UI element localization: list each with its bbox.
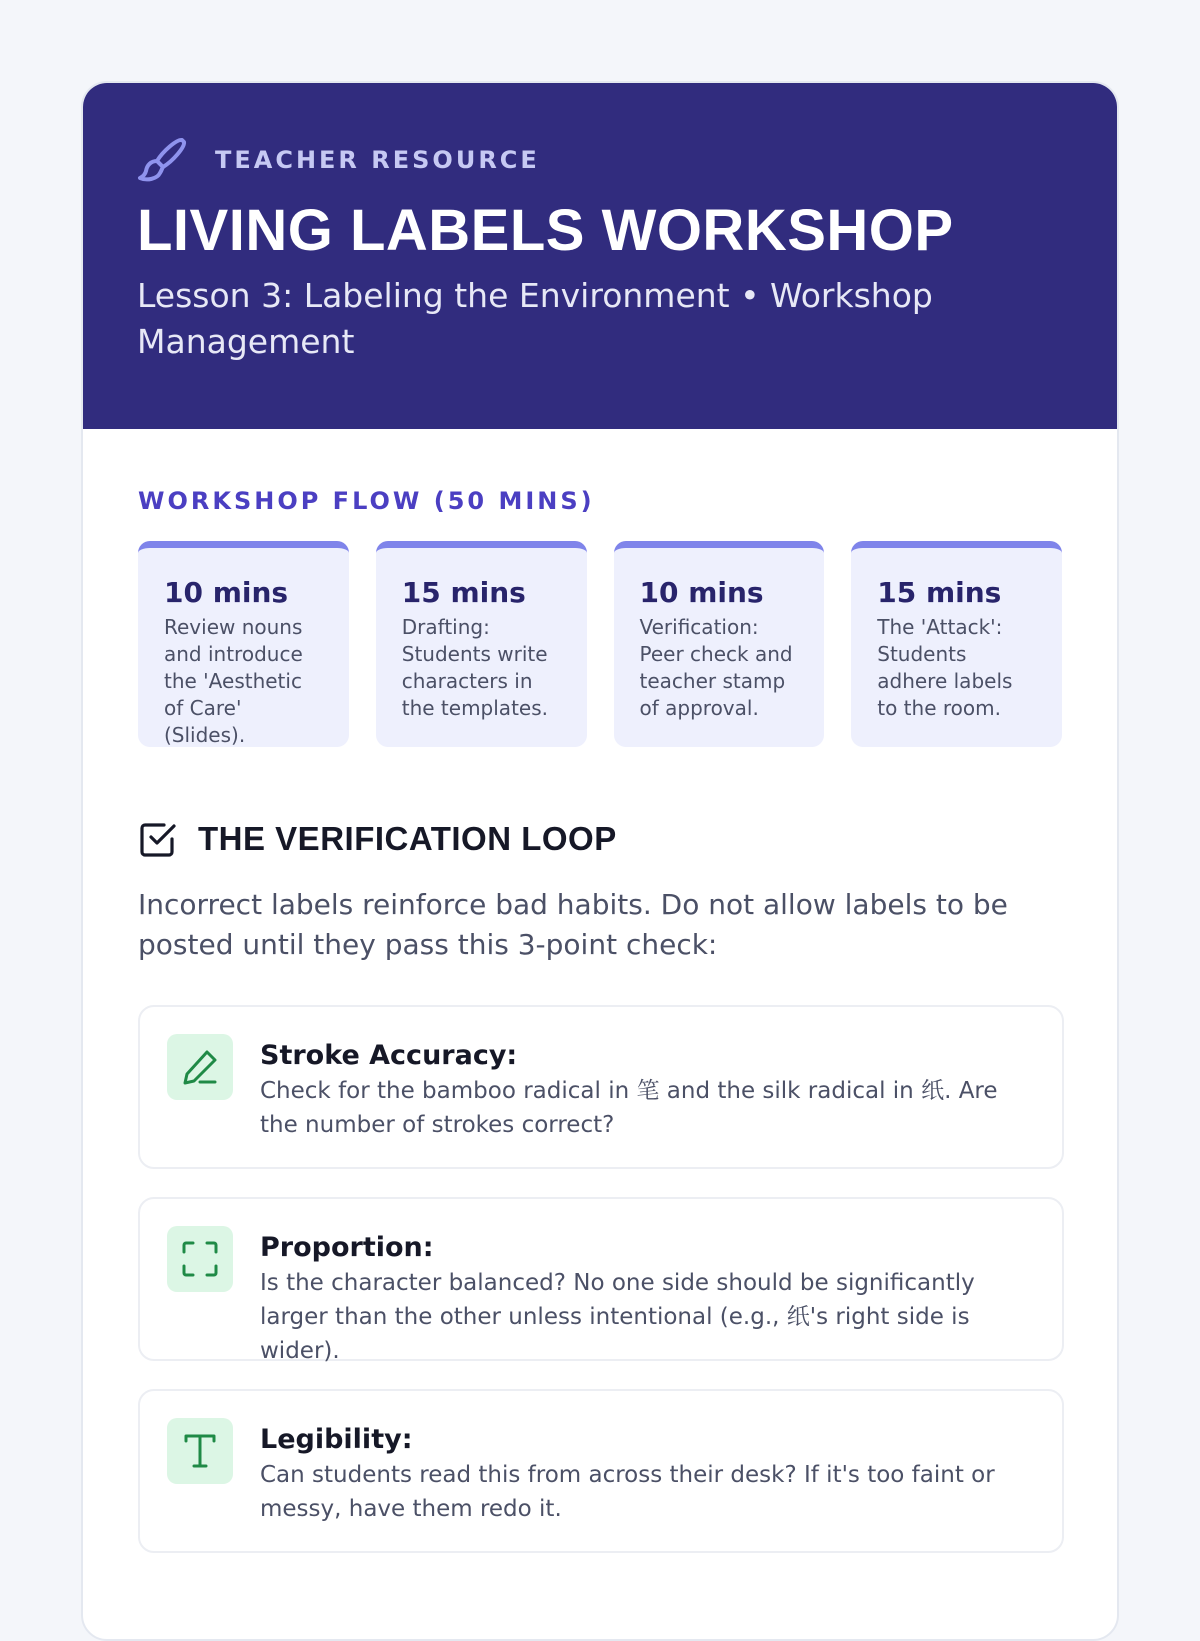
verification-heading [138,819,1062,859]
check-text [260,1226,1036,1364]
check-description: Can students read this from across their desk? If it's too faint or messy, have them redo it. [260,1462,995,1522]
paintbrush-icon [137,135,189,185]
check-description: Check for the bamboo radical in 笔 and the silk radical in 纸. Are the number of strokes correct? [260,1078,998,1138]
content [83,429,1117,1553]
checkbox-icon [138,819,178,859]
flow-step-time: 15 mins [877,576,1002,609]
page-subtitle: Lesson 3: Labeling the Environment • Workshop Management [137,276,933,361]
check-item [138,1197,1064,1364]
flow-step-description: Review nouns and introduce the 'Aesthetic of Care' (Slides). [164,615,303,747]
flow-step-description: Drafting: Students write characters in the templates. [401,615,548,720]
flow-step-time: 10 mins [164,576,289,609]
flow-step [376,541,587,747]
flow-step-time: 15 mins [401,576,526,609]
flow-step [614,541,825,747]
flow-step-description: The 'Attack': Students adhere labels to the room. [877,615,1013,720]
eyebrow-label: TEACHER RESOURCE [215,146,540,174]
check-title: Proportion: [260,1232,434,1263]
check-item [138,1005,1064,1169]
verification-intro: Incorrect labels reinforce bad habits. Do not allow labels to be posted until they pass this 3-point check: [138,888,1008,961]
check-item [138,1389,1064,1553]
header [83,83,1117,429]
workshop-flow [138,541,1062,747]
eyebrow [137,135,1063,185]
section-title: THE VERIFICATION LOOP [198,820,617,857]
flow-step [851,541,1062,747]
resource-card [81,81,1119,1641]
flow-step-description: Verification: Peer check and teacher stamp of approval. [639,615,793,720]
check-list [138,1005,1062,1553]
workshop-flow-heading: WORKSHOP FLOW (50 MINS) [138,487,595,515]
page-title: LIVING LABELS WORKSHOP [137,198,954,263]
flow-step-time: 10 mins [639,576,764,609]
check-text [260,1034,1036,1167]
check-title: Legibility: [260,1424,413,1455]
flow-step [138,541,349,747]
frame-icon [167,1226,233,1292]
check-description: Is the character balanced? No one side should be significantly larger than the other unless intentional (e.g., 纸's right side is wider). [260,1270,975,1364]
check-title: Stroke Accuracy: [260,1040,518,1071]
check-text [260,1418,1036,1551]
text-icon [167,1418,233,1484]
pen-icon [167,1034,233,1100]
